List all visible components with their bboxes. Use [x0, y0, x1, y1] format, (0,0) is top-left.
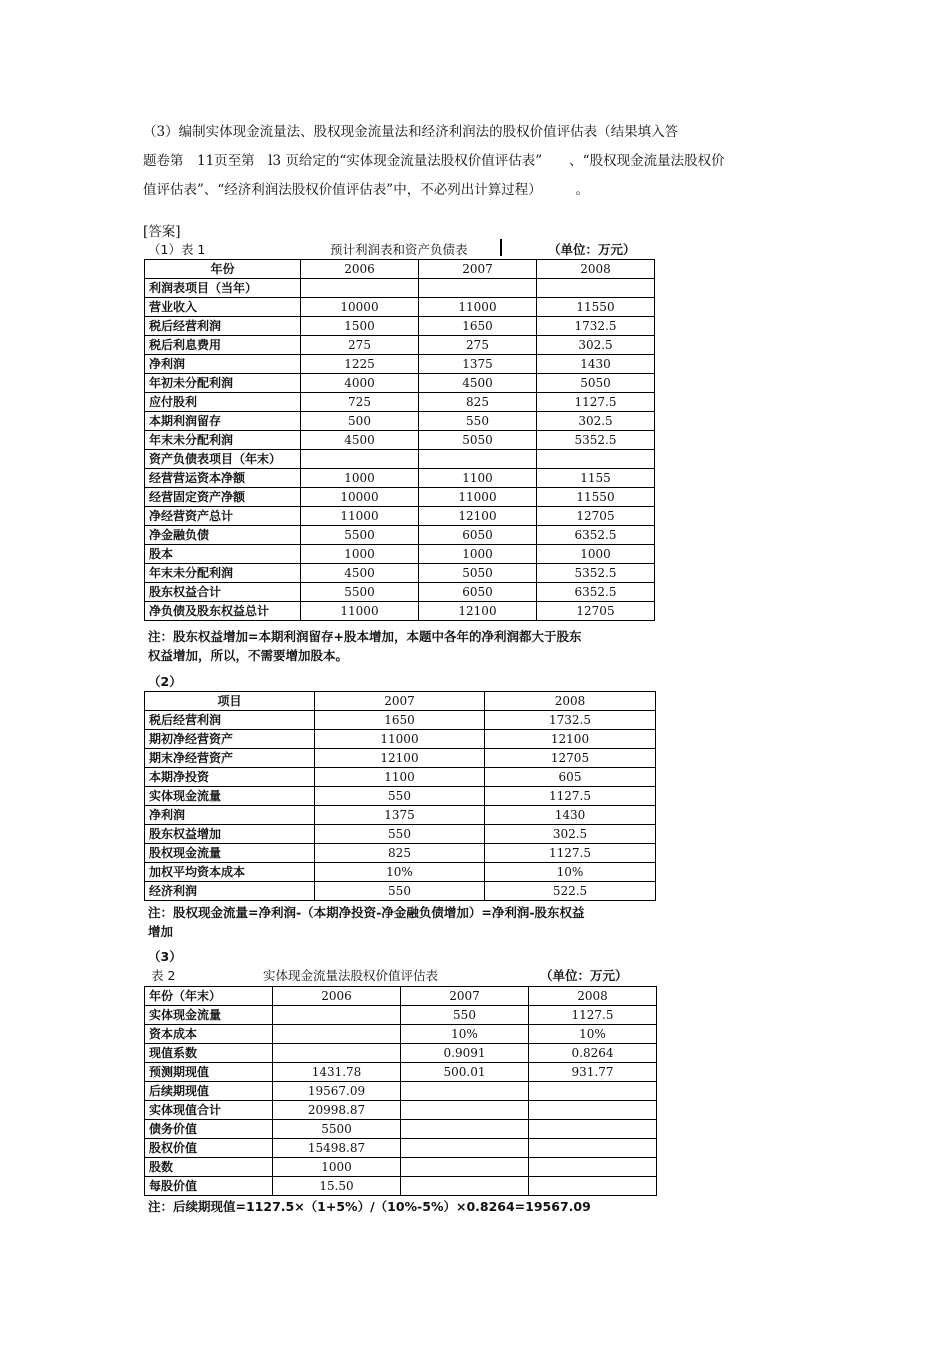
value-cell	[529, 1158, 657, 1177]
table-header-row	[145, 987, 657, 1006]
value-cell	[301, 450, 419, 469]
value-cell: 10%	[485, 863, 656, 882]
row-label-cell: 净利润	[145, 806, 315, 825]
table-row	[145, 602, 655, 621]
value-cell: 11000	[315, 730, 485, 749]
value-cell: 1650	[315, 711, 485, 730]
value-cell: 1000	[301, 469, 419, 488]
row-label-cell: 资本成本	[145, 1025, 273, 1044]
value-cell: 522.5	[485, 882, 656, 901]
value-cell: 1375	[315, 806, 485, 825]
table-row	[145, 806, 656, 825]
value-cell: 1127.5	[485, 844, 656, 863]
table3-note: 注：后续期现值=1127.5×（1+5%）/（10%-5%）×0.8264=19567.09	[148, 1199, 591, 1214]
value-cell: 10%	[315, 863, 485, 882]
value-cell: 1000	[419, 545, 537, 564]
table-row	[145, 844, 656, 863]
value-cell: 550	[419, 412, 537, 431]
text-cursor	[500, 239, 502, 256]
table-row	[145, 882, 656, 901]
value-cell: 12100	[315, 749, 485, 768]
table-row	[145, 863, 656, 882]
table3-entity-valuation	[144, 986, 657, 1196]
value-cell: 12705	[537, 507, 655, 526]
table1-unit: （单位：万元）	[548, 242, 636, 257]
value-cell: 550	[315, 787, 485, 806]
row-label-cell: 股权现金流量	[145, 844, 315, 863]
value-cell: 1127.5	[537, 393, 655, 412]
table-row	[145, 431, 655, 450]
value-cell: 11000	[301, 602, 419, 621]
table-row	[145, 336, 655, 355]
value-cell: 11000	[419, 298, 537, 317]
row-label-cell: 本期利润留存	[145, 412, 301, 431]
row-label-cell: 年初未分配利润	[145, 374, 301, 393]
table-row	[145, 1082, 657, 1101]
value-cell: 1155	[537, 469, 655, 488]
table2-label: （2）	[148, 674, 182, 689]
value-cell: 550	[401, 1006, 529, 1025]
table1-profit-balance	[144, 259, 655, 621]
table-row	[145, 526, 655, 545]
value-cell: 6352.5	[537, 526, 655, 545]
value-cell: 6352.5	[537, 583, 655, 602]
value-cell	[401, 1158, 529, 1177]
row-label-cell: 经济利润	[145, 882, 315, 901]
table-row	[145, 1044, 657, 1063]
header-cell: 2006	[301, 260, 419, 279]
row-label-cell: 股东权益增加	[145, 825, 315, 844]
row-label-cell: 股权价值	[145, 1139, 273, 1158]
value-cell: 275	[419, 336, 537, 355]
row-label-cell: 实体现金流量	[145, 787, 315, 806]
value-cell: 12100	[419, 602, 537, 621]
value-cell: 1100	[315, 768, 485, 787]
row-label-cell: 营业收入	[145, 298, 301, 317]
row-label-cell: 实体现金流量	[145, 1006, 273, 1025]
table1-note-line-1: 注：股东权益增加=本期利润留存+股本增加，本题中各年的净利润都大于股东	[148, 629, 582, 644]
table-row	[145, 1025, 657, 1044]
table-row	[145, 1177, 657, 1196]
table-row	[145, 317, 655, 336]
value-cell: 10000	[301, 298, 419, 317]
table-row	[145, 507, 655, 526]
value-cell: 1127.5	[485, 787, 656, 806]
value-cell	[301, 279, 419, 298]
header-cell: 2007	[401, 987, 529, 1006]
table3-label: （3）	[148, 949, 182, 964]
value-cell: 1732.5	[485, 711, 656, 730]
value-cell: 10%	[529, 1025, 657, 1044]
value-cell: 825	[315, 844, 485, 863]
header-cell: 2008	[529, 987, 657, 1006]
value-cell	[419, 450, 537, 469]
table-row	[145, 730, 656, 749]
value-cell: 0.9091	[401, 1044, 529, 1063]
table-row	[145, 393, 655, 412]
table-row	[145, 374, 655, 393]
value-cell	[529, 1082, 657, 1101]
row-label-cell: 预测期现值	[145, 1063, 273, 1082]
row-label-cell: 税后经营利润	[145, 711, 315, 730]
question-line-2: 题卷第 11页至第 l3 页给定的“实体现金流量法股权价值评估表” 、“股权现金流量法股权价	[143, 153, 725, 169]
value-cell: 1430	[485, 806, 656, 825]
value-cell: 302.5	[537, 336, 655, 355]
row-label-cell: 期初净经营资产	[145, 730, 315, 749]
value-cell	[401, 1120, 529, 1139]
row-label-cell: 期末净经营资产	[145, 749, 315, 768]
row-label-cell: 本期净投资	[145, 768, 315, 787]
value-cell: 1000	[301, 545, 419, 564]
value-cell: 11000	[419, 488, 537, 507]
value-cell: 550	[315, 882, 485, 901]
table-row	[145, 825, 656, 844]
value-cell: 5050	[419, 431, 537, 450]
table1-title: 预计利润表和资产负债表	[330, 242, 468, 257]
row-label-cell: 股东权益合计	[145, 583, 301, 602]
row-label-cell: 每股价值	[145, 1177, 273, 1196]
row-label-cell: 资产负债表项目（年末）	[145, 450, 301, 469]
row-label-cell: 净金融负债	[145, 526, 301, 545]
value-cell: 4500	[301, 564, 419, 583]
row-label-cell: 年末未分配利润	[145, 431, 301, 450]
table-row	[145, 279, 655, 298]
value-cell: 10%	[401, 1025, 529, 1044]
row-label-cell: 股数	[145, 1158, 273, 1177]
table-row	[145, 583, 655, 602]
value-cell: 20998.87	[273, 1101, 401, 1120]
value-cell: 11550	[537, 488, 655, 507]
value-cell: 931.77	[529, 1063, 657, 1082]
value-cell: 11550	[537, 298, 655, 317]
table-row	[145, 564, 655, 583]
table1-note-line-2: 权益增加，所以，不需要增加股本。	[148, 648, 349, 663]
row-label-cell: 利润表项目（当年）	[145, 279, 301, 298]
value-cell: 1650	[419, 317, 537, 336]
value-cell: 5500	[273, 1120, 401, 1139]
table-row	[145, 355, 655, 374]
value-cell: 11000	[301, 507, 419, 526]
row-label-cell: 税后经营利润	[145, 317, 301, 336]
value-cell: 6050	[419, 583, 537, 602]
row-label-cell: 应付股利	[145, 393, 301, 412]
value-cell: 5050	[419, 564, 537, 583]
value-cell: 1732.5	[537, 317, 655, 336]
question-line-1: （3）编制实体现金流量法、股权现金流量法和经济利润法的股权价值评估表（结果填入答	[143, 124, 679, 140]
value-cell	[401, 1101, 529, 1120]
table-row	[145, 298, 655, 317]
table2-note-line-2: 增加	[148, 924, 174, 939]
table-header-row	[145, 692, 656, 711]
table-row	[145, 1120, 657, 1139]
value-cell	[537, 279, 655, 298]
value-cell	[273, 1006, 401, 1025]
value-cell: 5500	[301, 583, 419, 602]
table-row	[145, 545, 655, 564]
value-cell: 5352.5	[537, 431, 655, 450]
header-cell: 2008	[485, 692, 656, 711]
header-cell: 2008	[537, 260, 655, 279]
header-cell: 年份（年末）	[145, 987, 273, 1006]
table3-sublabel: 表 2	[151, 968, 176, 983]
table3-unit: （单位：万元）	[540, 968, 628, 983]
value-cell: 725	[301, 393, 419, 412]
table1-label: （1）表 1	[148, 242, 206, 257]
value-cell: 500	[301, 412, 419, 431]
table-row	[145, 1006, 657, 1025]
table-row	[145, 1139, 657, 1158]
value-cell: 1100	[419, 469, 537, 488]
value-cell: 5050	[537, 374, 655, 393]
row-label-cell: 净利润	[145, 355, 301, 374]
value-cell: 1431.78	[273, 1063, 401, 1082]
row-label-cell: 经营固定资产净额	[145, 488, 301, 507]
value-cell	[529, 1101, 657, 1120]
row-label-cell: 加权平均资本成本	[145, 863, 315, 882]
value-cell	[529, 1139, 657, 1158]
value-cell	[419, 279, 537, 298]
header-cell: 2007	[419, 260, 537, 279]
row-label-cell: 现值系数	[145, 1044, 273, 1063]
value-cell: 12705	[485, 749, 656, 768]
row-label-cell: 税后利息费用	[145, 336, 301, 355]
value-cell: 1225	[301, 355, 419, 374]
table-row	[145, 1101, 657, 1120]
row-label-cell: 净负债及股东权益总计	[145, 602, 301, 621]
value-cell: 12100	[419, 507, 537, 526]
table1-note	[148, 627, 581, 665]
question-text	[143, 118, 803, 205]
table2-cashflow	[144, 691, 656, 901]
header-cell: 2007	[315, 692, 485, 711]
answer-label: [答案]	[143, 224, 181, 240]
header-cell: 2006	[273, 987, 401, 1006]
value-cell: 5352.5	[537, 564, 655, 583]
row-label-cell: 年末未分配利润	[145, 564, 301, 583]
value-cell: 10000	[301, 488, 419, 507]
value-cell	[273, 1025, 401, 1044]
value-cell: 1127.5	[529, 1006, 657, 1025]
table2-note-line-1: 注：股权现金流量=净利润-（本期净投资-净金融负债增加）=净利润-股东权益	[148, 905, 585, 920]
value-cell: 275	[301, 336, 419, 355]
row-label-cell: 债务价值	[145, 1120, 273, 1139]
row-label-cell: 经营营运资本净额	[145, 469, 301, 488]
value-cell: 605	[485, 768, 656, 787]
value-cell: 6050	[419, 526, 537, 545]
table-row	[145, 1158, 657, 1177]
value-cell: 550	[315, 825, 485, 844]
table-row	[145, 1063, 657, 1082]
table-row	[145, 749, 656, 768]
value-cell: 5500	[301, 526, 419, 545]
value-cell: 1000	[273, 1158, 401, 1177]
value-cell: 12100	[485, 730, 656, 749]
value-cell: 0.8264	[529, 1044, 657, 1063]
value-cell: 4500	[419, 374, 537, 393]
table-row	[145, 768, 656, 787]
value-cell	[537, 450, 655, 469]
row-label-cell: 净经营资产总计	[145, 507, 301, 526]
value-cell	[401, 1082, 529, 1101]
value-cell	[273, 1044, 401, 1063]
row-label-cell: 后续期现值	[145, 1082, 273, 1101]
header-cell: 年份	[145, 260, 301, 279]
value-cell: 4500	[301, 431, 419, 450]
table-row	[145, 711, 656, 730]
value-cell: 1500	[301, 317, 419, 336]
value-cell: 4000	[301, 374, 419, 393]
value-cell	[401, 1139, 529, 1158]
value-cell: 15498.87	[273, 1139, 401, 1158]
table-row	[145, 450, 655, 469]
value-cell	[529, 1120, 657, 1139]
question-line-3: 值评估表”、“经济利润法股权价值评估表”中，不必列出计算过程） 。	[143, 182, 589, 198]
table-row	[145, 469, 655, 488]
row-label-cell: 股本	[145, 545, 301, 564]
table-row	[145, 488, 655, 507]
value-cell: 12705	[537, 602, 655, 621]
row-label-cell: 实体现值合计	[145, 1101, 273, 1120]
table2-note	[148, 903, 585, 941]
value-cell: 302.5	[485, 825, 656, 844]
value-cell	[529, 1177, 657, 1196]
value-cell: 1375	[419, 355, 537, 374]
value-cell: 19567.09	[273, 1082, 401, 1101]
value-cell: 15.50	[273, 1177, 401, 1196]
value-cell: 825	[419, 393, 537, 412]
table-row	[145, 412, 655, 431]
table-header-row	[145, 260, 655, 279]
value-cell: 302.5	[537, 412, 655, 431]
value-cell: 500.01	[401, 1063, 529, 1082]
value-cell: 1000	[537, 545, 655, 564]
table-row	[145, 787, 656, 806]
value-cell: 1430	[537, 355, 655, 374]
value-cell	[401, 1177, 529, 1196]
table3-title: 实体现金流量法股权价值评估表	[263, 968, 439, 983]
header-cell: 项目	[145, 692, 315, 711]
